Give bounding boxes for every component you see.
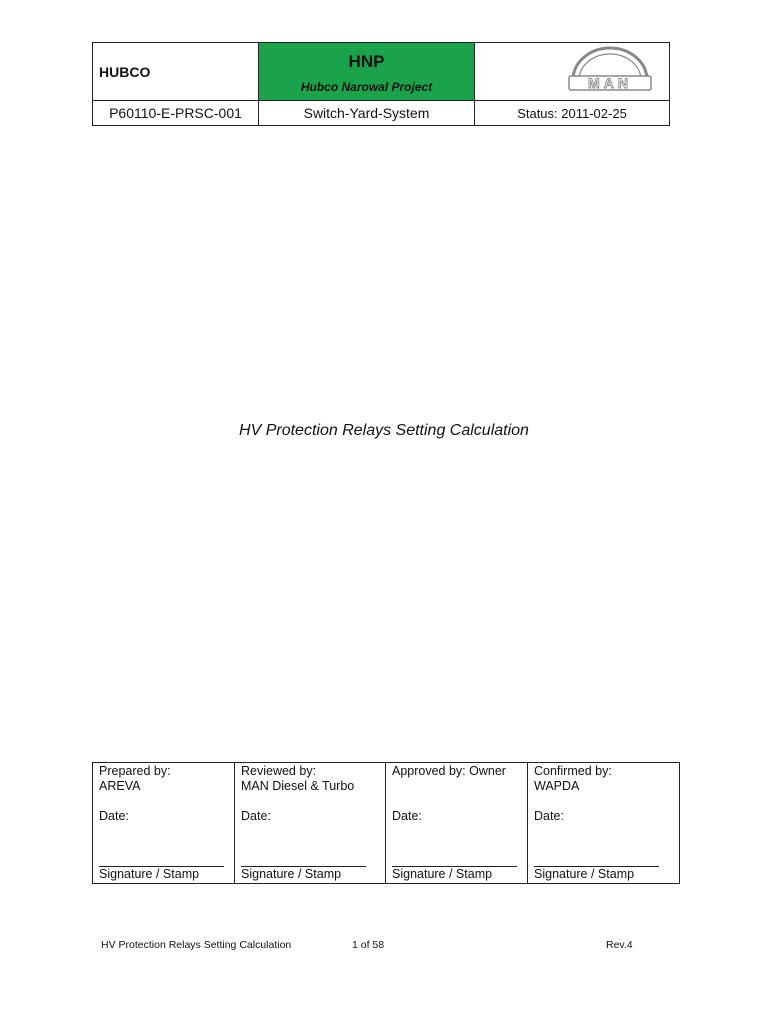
footer-page-number: 1 of 58	[352, 939, 385, 951]
signature-party: MAN Diesel & Turbo	[241, 779, 355, 793]
status-date: Status: 2011-02-25	[475, 101, 670, 126]
signature-role: Approved by: Owner	[392, 764, 506, 778]
signature-role: Reviewed by:	[241, 764, 317, 778]
project-banner	[259, 43, 475, 101]
signature-party: WAPDA	[534, 779, 580, 793]
project-name: Hubco Narowal Project	[300, 79, 433, 94]
logo-text: MAN	[588, 75, 632, 91]
signature-date-label: Date:	[241, 809, 271, 823]
man-logo	[475, 43, 670, 101]
signature-block-reviewed	[235, 763, 386, 884]
signature-stamp-label: Signature / Stamp	[99, 867, 200, 881]
signature-stamp-label: Signature / Stamp	[241, 867, 342, 881]
signature-stamp-label: Signature / Stamp	[392, 867, 493, 881]
document-header	[92, 42, 670, 126]
man-logo-icon	[565, 46, 655, 92]
system-name: Switch-Yard-System	[259, 101, 475, 126]
signature-block-confirmed	[528, 763, 680, 884]
signature-block-prepared	[93, 763, 235, 884]
signature-date-label: Date:	[392, 809, 422, 823]
signature-block-approved	[386, 763, 528, 884]
project-code: HNP	[348, 51, 385, 71]
signature-stamp-label: Signature / Stamp	[534, 867, 635, 881]
signature-role: Confirmed by:	[534, 764, 612, 778]
signature-date-label: Date:	[99, 809, 129, 823]
company-name: HUBCO	[93, 43, 259, 101]
footer-revision: Rev.4	[606, 939, 633, 951]
document-number: P60110-E-PRSC-001	[93, 101, 259, 126]
footer-document-title: HV Protection Relays Setting Calculation	[101, 939, 292, 951]
signature-date-label: Date:	[534, 809, 564, 823]
signature-table	[92, 762, 680, 884]
document-title: HV Protection Relays Setting Calculation	[239, 422, 529, 439]
signature-role: Prepared by:	[99, 764, 171, 778]
signature-party: AREVA	[99, 779, 141, 793]
